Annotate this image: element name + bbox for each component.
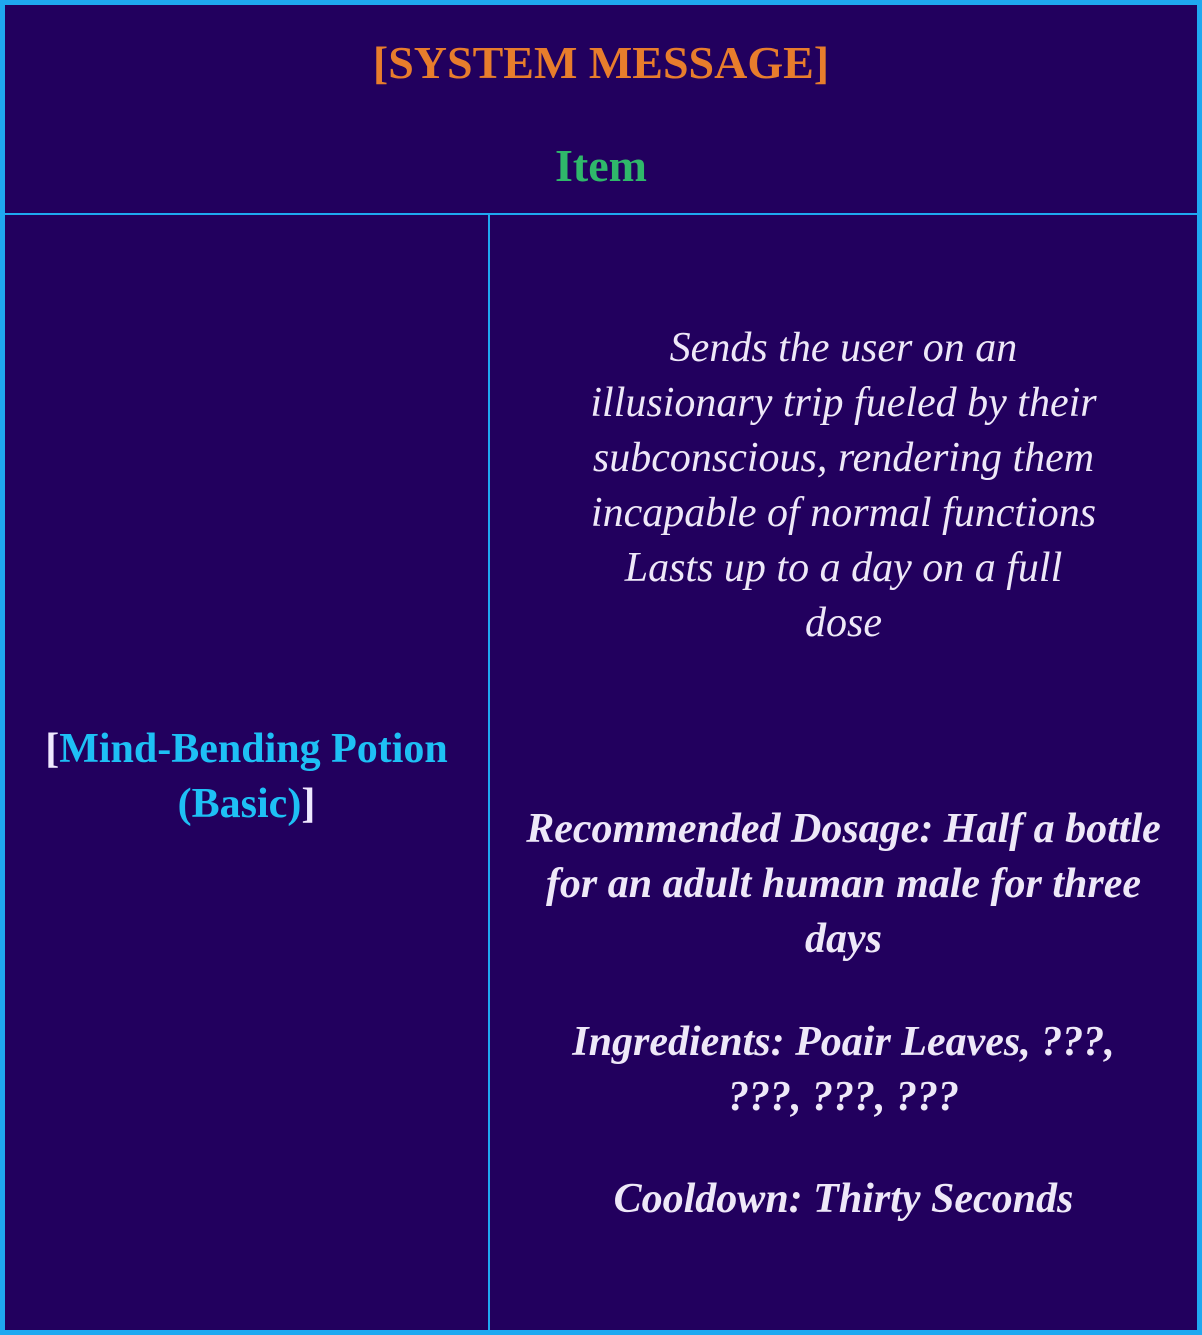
- item-details-cell: [490, 215, 1197, 1330]
- item-name-text: Mind-Bending Potion (Basic): [59, 726, 448, 827]
- item-name: [5, 722, 488, 832]
- item-ingredients: Ingredients: Poair Leaves, ???, ???, ???, ???: [572, 1019, 1115, 1120]
- system-message-title: [SYSTEM MESSAGE]: [372, 37, 830, 88]
- item-name-cell: [5, 215, 490, 1330]
- item-table-row: [5, 215, 1197, 1330]
- item-cooldown: Cooldown: Thirty Seconds: [613, 1176, 1074, 1222]
- item-dosage: Recommended Dosage: Half a bottle for an adult human male for three days: [526, 806, 1161, 962]
- item-name-close-bracket: ]: [301, 781, 316, 827]
- item-name-open-bracket: [: [45, 726, 60, 772]
- item-description: Sends the user on an illusionary trip fueled by their subconscious, rendering them incapable of normal functions Lasts up to a day on a full dose: [590, 325, 1097, 646]
- message-type-label: Item: [555, 140, 647, 191]
- message-header: [5, 5, 1197, 215]
